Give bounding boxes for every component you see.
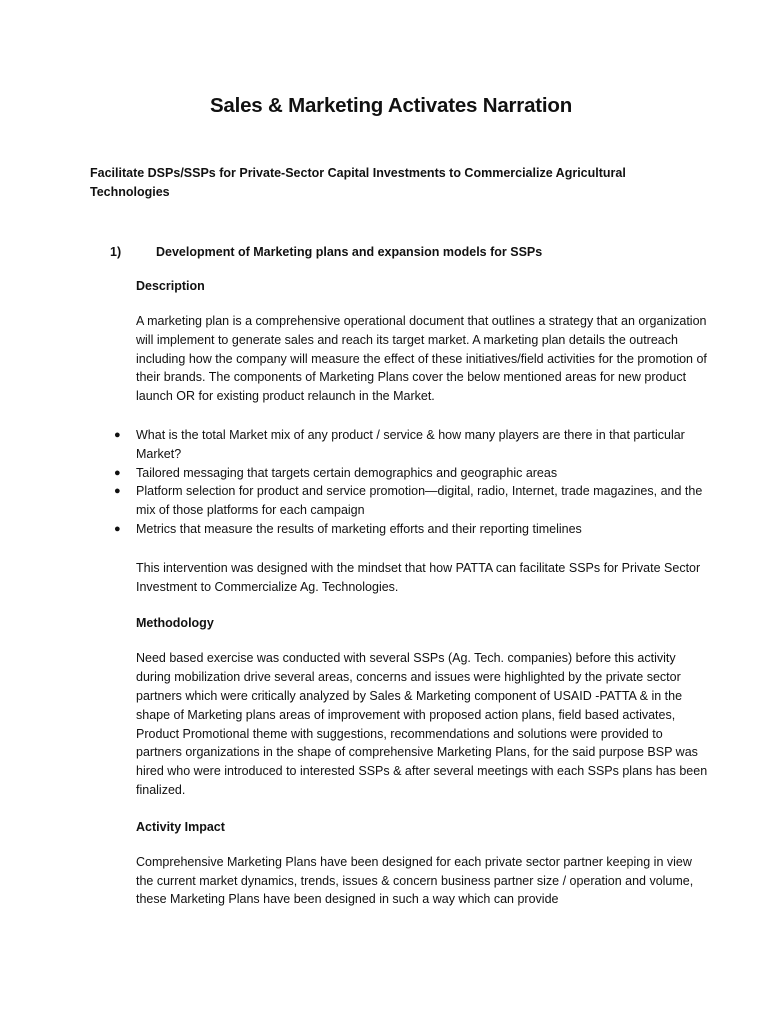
bullet-icon: ● (114, 466, 121, 479)
section-body-continued (136, 559, 708, 909)
section-heading (90, 245, 708, 259)
methodology-paragraph: Need based exercise was conducted with several SSPs (Ag. Tech. companies) before this activity during mobilization drive several areas, concerns and issues were highlighted by the private sector partners which were critically analyzed by Sales & Marketing component of USAID -PATTA & in the shape of Marketing plans areas of improvement with proposed action plans, field based activates, Product Promotional theme with suggestions, recommendations and solutions were provided to partners organizations in the shape of comprehensive Marketing Plans, for the said purpose BSP was hired who were introduced to interested SSPs & after several meetings with each SSPs plans has been finalized. (136, 651, 708, 797)
methodology-heading: Methodology (136, 616, 214, 631)
list-item (90, 426, 708, 464)
bullet-text: Tailored messaging that targets certain demographics and geographic areas (136, 465, 558, 480)
bullet-icon: ● (114, 522, 121, 535)
section-heading-text: Development of Marketing plans and expansion models for SSPs (156, 245, 543, 259)
bullet-icon: ● (114, 428, 121, 441)
intervention-paragraph: This intervention was designed with the mindset that how PATTA can facilitate SSPs for Private Sector Investment to Commercialize Ag. Technologies. (136, 560, 701, 594)
list-item (90, 520, 708, 539)
document-title: Sales & Marketing Activates Narration (209, 94, 573, 117)
impact-paragraph: Comprehensive Marketing Plans have been designed for each private sector partner keeping in view the current market dynamics, trends, issues & concern business partner size / operation and volume, these Marketing Plans have been designed in such a way which can provide (136, 854, 694, 907)
section-body (136, 279, 708, 406)
document-subtitle: Facilitate DSPs/SSPs for Private-Sector Capital Investments to Commercialize Agricultural Technologies (90, 166, 626, 199)
list-item (90, 464, 708, 483)
bullet-text: Platform selection for product and service promotion—digital, radio, Internet, trade magazines, and the mix of those platforms for each campaign (136, 484, 703, 518)
bullet-text: What is the total Market mix of any product / service & how many players are there in that particular Market? (136, 427, 685, 461)
description-heading: Description (136, 279, 205, 293)
list-item (90, 482, 708, 520)
bullet-list (90, 426, 708, 539)
description-paragraph: A marketing plan is a comprehensive operational document that outlines a strategy that an organization will implement to generate sales and reach its target market. A marketing plan details the outreach including how the company will measure the effect of these initiatives/field activities for the promotion of their brands. The components of Marketing Plans cover the below mentioned areas for new product launch OR for existing product relaunch in the Market. (136, 314, 707, 404)
impact-heading: Activity Impact (136, 819, 225, 834)
section-number: 1) (110, 245, 122, 259)
bullet-text: Metrics that measure the results of marketing efforts and their reporting timelines (136, 521, 582, 536)
bullet-icon: ● (114, 485, 121, 498)
